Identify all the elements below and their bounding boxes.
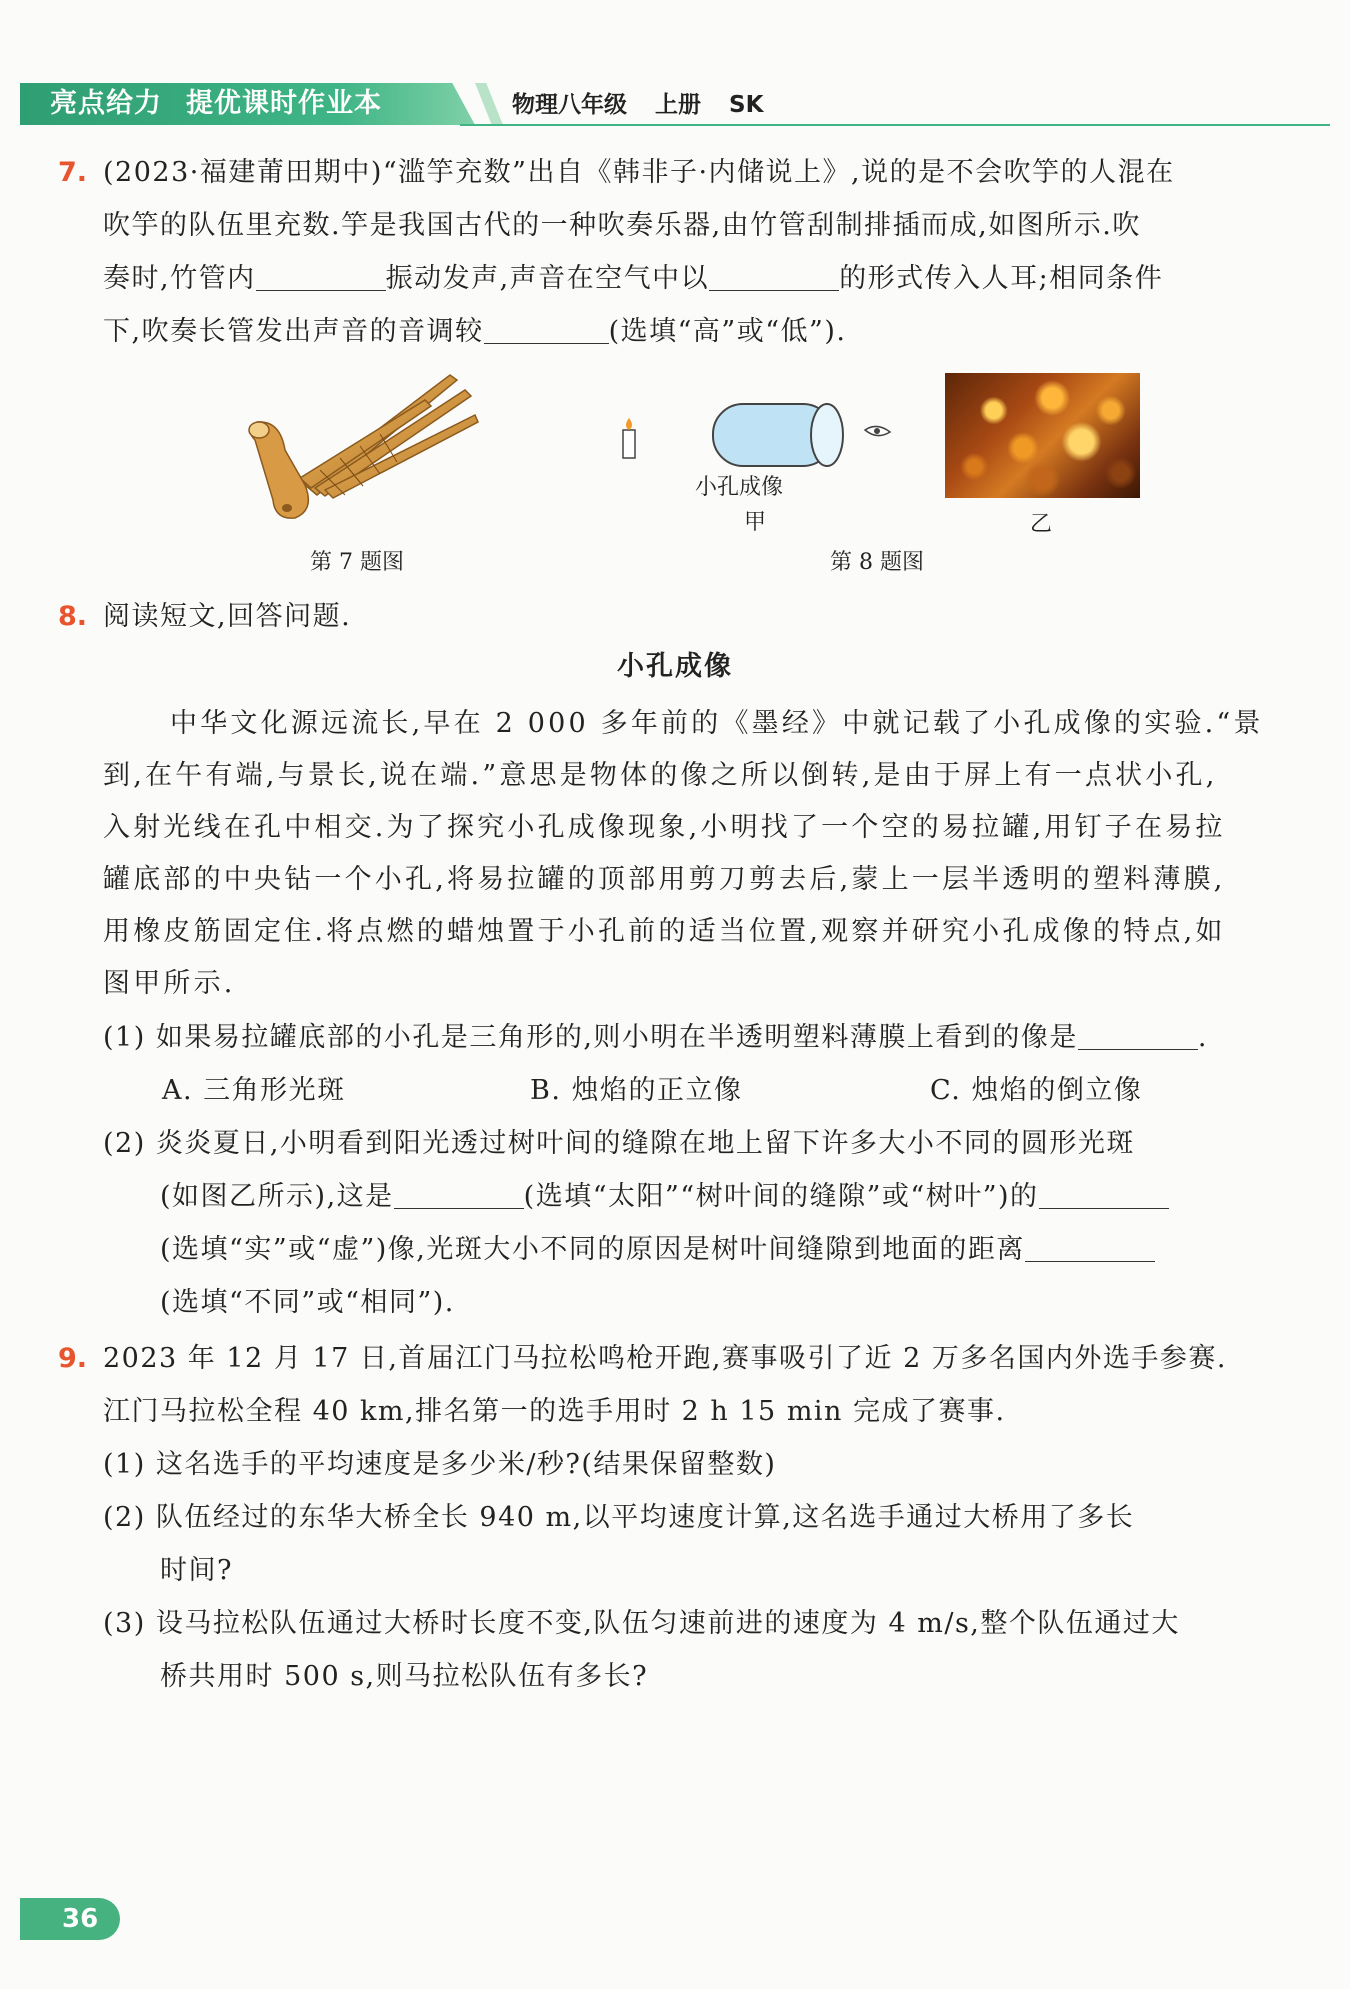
edition-label: SK: [729, 92, 764, 118]
article-title: 小孔成像: [617, 651, 733, 682]
figure-8-caption: 第 8 题图: [830, 550, 924, 575]
question-8-sub-2-line-2: [160, 1170, 1310, 1223]
choice-c[interactable]: C. 烛焰的倒立像: [930, 1075, 1143, 1106]
question-9-line-2: 江门马拉松全程 40 km,排名第一的选手用时 2 h 15 min 完成了赛事.: [103, 1396, 1006, 1427]
yu-instrument-illustration: [245, 370, 485, 530]
question-8-intro: 阅读短文,回答问题.: [103, 601, 352, 632]
question-7-line-1: (2023·福建莆田期中)“滥竽充数”出自《韩非子·内储说上》,说的是不会吹竽的人混在: [103, 157, 1175, 188]
answer-blank[interactable]: [709, 260, 839, 291]
q8-sub2-line3-part-a: (选填“实”或“虚”)像,光斑大小不同的原因是树叶间缝隙到地面的距离: [160, 1234, 1025, 1265]
answer-blank[interactable]: [484, 313, 609, 344]
header-rule: [460, 124, 1330, 126]
question-9-number: 9.: [58, 1343, 88, 1374]
question-9-sub-3-line-2: 桥共用时 500 s,则马拉松队伍有多长?: [160, 1661, 649, 1692]
question-7-number: 7.: [58, 157, 88, 188]
q8-sub2-line2-part-a: (如图乙所示),这是: [160, 1181, 394, 1212]
choice-a[interactable]: A. 三角形光斑: [162, 1075, 346, 1106]
brand-title: [50, 86, 382, 122]
question-8-sub-2-line-3: [160, 1223, 1310, 1276]
q7-line4-part-a: 下,吹奏长管发出声音的音调较: [103, 316, 484, 347]
answer-blank[interactable]: [1039, 1178, 1169, 1209]
header-tab-decoration: [475, 83, 503, 125]
question-9-sub-2-line-1: (2) 队伍经过的东华大桥全长 940 m,以平均速度计算,这名选手通过大桥用了多长: [103, 1502, 1135, 1533]
article-line: 罐底部的中央钻一个小孔,将易拉罐的顶部用剪刀剪去后,蒙上一层半透明的塑料薄膜,: [103, 864, 1226, 895]
brand-part1: 亮点给力: [50, 88, 162, 119]
question-9-sub-3-line-1: (3) 设马拉松队伍通过大桥时长度不变,队伍匀速前进的速度为 4 m/s,整个队伍通过大: [103, 1608, 1180, 1639]
question-9-line-1: 2023 年 12 月 17 日,首届江门马拉松鸣枪开跑,赛事吸引了近 2 万多名国内外选手参赛.: [103, 1343, 1227, 1374]
q8-sub1-text: (1) 如果易拉罐底部的小孔是三角形的,则小明在半透明塑料薄膜上看到的像是: [103, 1022, 1078, 1053]
question-9-sub-2-line-2: 时间?: [160, 1555, 233, 1586]
subject-name: 物理八年级: [512, 92, 627, 118]
figure-8-jia-label: 甲: [744, 510, 767, 535]
question-7-line-2: 吹竽的队伍里充数.竽是我国古代的一种吹奏乐器,由竹管刮制排插而成,如图所示.吹: [103, 210, 1141, 241]
article-line: 图甲所示.: [103, 968, 236, 999]
question-8-number: 8.: [58, 601, 88, 632]
page-header: [20, 83, 1330, 125]
q8-sub2-line2-part-b: (选填“太阳”“树叶间的缝隙”或“树叶”)的: [523, 1181, 1039, 1212]
page-number: 36: [20, 1898, 120, 1940]
volume-label: 上册: [655, 92, 701, 118]
light-spots-photo: [945, 373, 1140, 498]
figure-8-yi-label: 乙: [1030, 512, 1053, 537]
question-7-line-3: [103, 252, 1308, 305]
q7-line3-part-c: 的形式传入人耳;相同条件: [839, 263, 1164, 294]
brand-part2: 提优课时作业本: [186, 88, 382, 119]
article-line: 入射光线在孔中相交.为了探究小孔成像现象,小明找了一个空的易拉罐,用钉子在易拉: [103, 812, 1226, 843]
q8-sub1-end: .: [1197, 1022, 1209, 1053]
answer-blank[interactable]: [1078, 1019, 1198, 1050]
question-7-line-4: [103, 305, 1308, 358]
choice-b[interactable]: B. 烛焰的正立像: [530, 1075, 743, 1106]
article-line: 到,在午有端,与景长,说在端.”意思是物体的像之所以倒转,是由于屏上有一点状小孔,: [103, 760, 1218, 791]
question-9-sub-1: (1) 这名选手的平均速度是多少米/秒?(结果保留整数): [103, 1449, 777, 1480]
question-8-sub-2-line-1: (2) 炎炎夏日,小明看到阳光透过树叶间的缝隙在地上留下许多大小不同的圆形光斑: [103, 1128, 1135, 1159]
answer-blank[interactable]: [1025, 1231, 1155, 1262]
pinhole-camera-illustration: [615, 390, 895, 480]
q7-line3-part-b: 振动发声,声音在空气中以: [385, 263, 710, 294]
subject-info: [512, 87, 791, 123]
answer-blank[interactable]: [394, 1178, 524, 1209]
answer-blank[interactable]: [256, 260, 386, 291]
article-line: 中华文化源远流长,早在 2 000 多年前的《墨经》中就记载了小孔成像的实验.“景: [170, 708, 1264, 739]
article-line: 用橡皮筋固定住.将点燃的蜡烛置于小孔前的适当位置,观察并研究小孔成像的特点,如: [103, 916, 1226, 947]
q7-line3-part-a: 奏时,竹管内: [103, 263, 256, 294]
question-8-sub-2-line-4: (选填“不同”或“相同”).: [160, 1287, 455, 1318]
q7-line4-part-b: (选填“高”或“低”).: [608, 316, 847, 347]
figure-8-label: 小孔成像: [695, 475, 784, 500]
figure-7-caption: 第 7 题图: [310, 550, 404, 575]
question-8-sub-1: [103, 1011, 1308, 1064]
